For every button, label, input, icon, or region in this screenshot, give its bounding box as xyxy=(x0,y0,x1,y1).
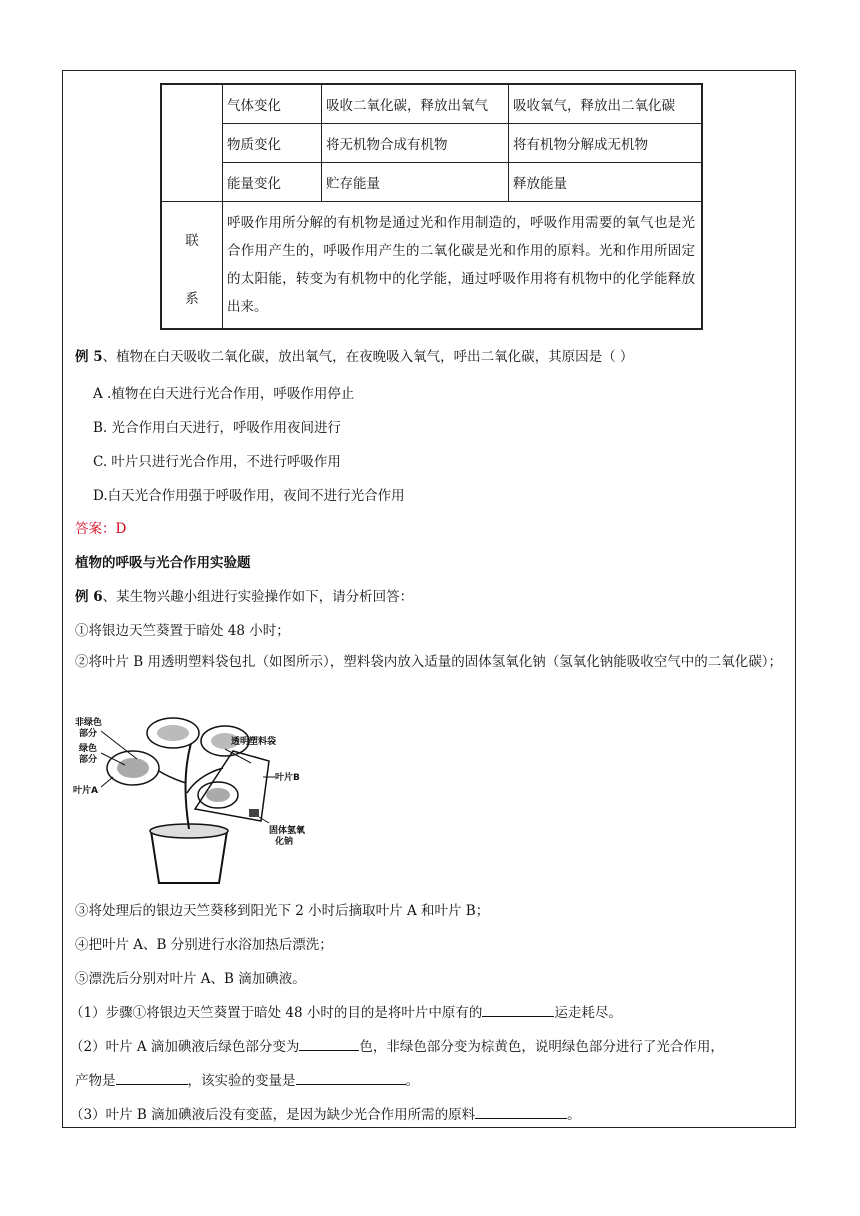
stem-icon xyxy=(186,743,192,829)
step-4: ④把叶片 A、B 分别进行水浴加热后漂洗； xyxy=(75,937,333,953)
leader-line xyxy=(101,777,113,787)
example-5-prefix: 例 5 xyxy=(75,349,103,365)
step-2: ②将叶片 B 用透明塑料袋包扎（如图所示），塑料袋内放入适量的固体氢氧化钠（氢氧化钠能吸收空气中的二氧化碳）； xyxy=(75,654,783,670)
question-2-text: （2）叶片 A 滴加碘液后绿色部分变为 xyxy=(70,1039,300,1055)
label-green-2: 部分 xyxy=(79,755,98,765)
example-6-text: 、某生物兴趣小组进行实验操作如下，请分析回答： xyxy=(102,589,414,605)
row-label: 气体变化 xyxy=(223,84,322,124)
example-5-question xyxy=(75,345,633,365)
question-2-line-2 xyxy=(75,1069,419,1089)
relation-label-char: 系 xyxy=(185,291,199,307)
leaf-center-icon xyxy=(157,725,189,741)
option-c: C. 叶片只进行光合作用，不进行呼吸作用 xyxy=(93,454,341,470)
answer-blank[interactable] xyxy=(475,1104,567,1119)
relation-label xyxy=(161,202,223,330)
question-1 xyxy=(70,1001,622,1021)
label-bag: 透明塑料袋 xyxy=(231,737,277,747)
answer-blank[interactable] xyxy=(482,1002,554,1017)
table-row xyxy=(161,124,702,163)
question-2-product: 产物是 xyxy=(75,1073,116,1089)
question-1-end: 运走耗尽。 xyxy=(554,1005,622,1021)
respiration-cell: 吸收氧气，释放出二氧化碳 xyxy=(509,84,703,124)
table-row xyxy=(161,84,702,124)
label-leaf-b: 叶片B xyxy=(275,773,300,783)
answer-blank[interactable] xyxy=(296,1070,406,1085)
example-5-text: 、植物在白天吸收二氧化碳，放出氧气，在夜晚吸入氧气，呼出二氧化碳，其原因是（ ） xyxy=(102,349,634,365)
question-3 xyxy=(70,1103,581,1123)
table-row xyxy=(161,163,702,202)
respiration-cell: 将有机物分解成无机物 xyxy=(509,124,703,163)
question-2 xyxy=(70,1035,724,1055)
option-d: D.白天光合作用强于呼吸作用，夜间不进行光合作用 xyxy=(93,488,405,504)
option-b: B. 光合作用白天进行，呼吸作用夜间进行 xyxy=(93,420,342,436)
step-3: ③将处理后的银边天竺葵移到阳光下 2 小时后摘取叶片 A 和叶片 B； xyxy=(75,903,490,919)
photosynthesis-cell: 将无机物合成有机物 xyxy=(322,124,509,163)
photosynthesis-cell: 贮存能量 xyxy=(322,163,509,202)
question-3-text: （3）叶片 B 滴加碘液后没有变蓝，是因为缺少光合作用所需的原料 xyxy=(70,1107,476,1123)
row-label: 能量变化 xyxy=(223,163,322,202)
comparison-table xyxy=(160,83,703,330)
photosynthesis-cell: 吸收二氧化碳，释放出氧气 xyxy=(322,84,509,124)
answer: 答案：D xyxy=(75,521,127,537)
label-leaf-a: 叶片A xyxy=(73,786,98,796)
label-nongreen: 非绿色 xyxy=(75,718,103,728)
option-a: A .植物在白天进行光合作用，呼吸作用停止 xyxy=(93,386,355,402)
naoh-icon xyxy=(249,809,259,817)
question-3-end: 。 xyxy=(567,1107,581,1123)
relation-label-char: 联 xyxy=(185,233,199,249)
relation-row xyxy=(161,202,702,330)
answer-blank[interactable] xyxy=(299,1036,359,1051)
label-naoh: 固体氢氧 xyxy=(269,826,306,836)
question-2-end: 。 xyxy=(405,1073,419,1089)
pot-icon xyxy=(151,831,227,883)
example-6-prefix: 例 6 xyxy=(75,589,103,605)
step-1: ①将银边天竺葵置于暗处 48 小时； xyxy=(75,623,290,639)
table-blank-cell xyxy=(161,84,223,202)
label-naoh-2: 化钠 xyxy=(275,837,294,847)
step-5: ⑤漂洗后分别对叶片 A、B 滴加碘液。 xyxy=(75,971,306,987)
label-green: 绿色 xyxy=(79,744,98,754)
example-6-intro xyxy=(75,585,413,605)
label-nongreen-2: 部分 xyxy=(79,729,98,739)
row-label: 物质变化 xyxy=(223,124,322,163)
answer-blank[interactable] xyxy=(116,1070,188,1085)
section-title: 植物的呼吸与光合作用实验题 xyxy=(75,555,251,571)
leaf-center-icon xyxy=(117,758,149,778)
question-2-mid: 色，非绿色部分变为棕黄色，说明绿色部分进行了光合作用， xyxy=(359,1039,724,1055)
leaf-center-icon xyxy=(206,788,230,802)
question-2-variable: ，该实验的变量是 xyxy=(187,1073,296,1089)
plant-experiment-figure xyxy=(73,713,315,889)
respiration-cell: 释放能量 xyxy=(509,163,703,202)
question-1-text: （1）步骤①将银边天竺葵置于暗处 48 小时的目的是将叶片中原有的 xyxy=(70,1005,483,1021)
relation-text: 呼吸作用所分解的有机物是通过光和作用制造的，呼吸作用需要的氧气也是光合作用产生的，呼吸作用产生的二氧化碳是光和作用的原料。光和作用所固定的太阳能，转变为有机物中的化学能，通过呼吸作用将有机物中的化学能释放出来。 xyxy=(223,202,703,330)
